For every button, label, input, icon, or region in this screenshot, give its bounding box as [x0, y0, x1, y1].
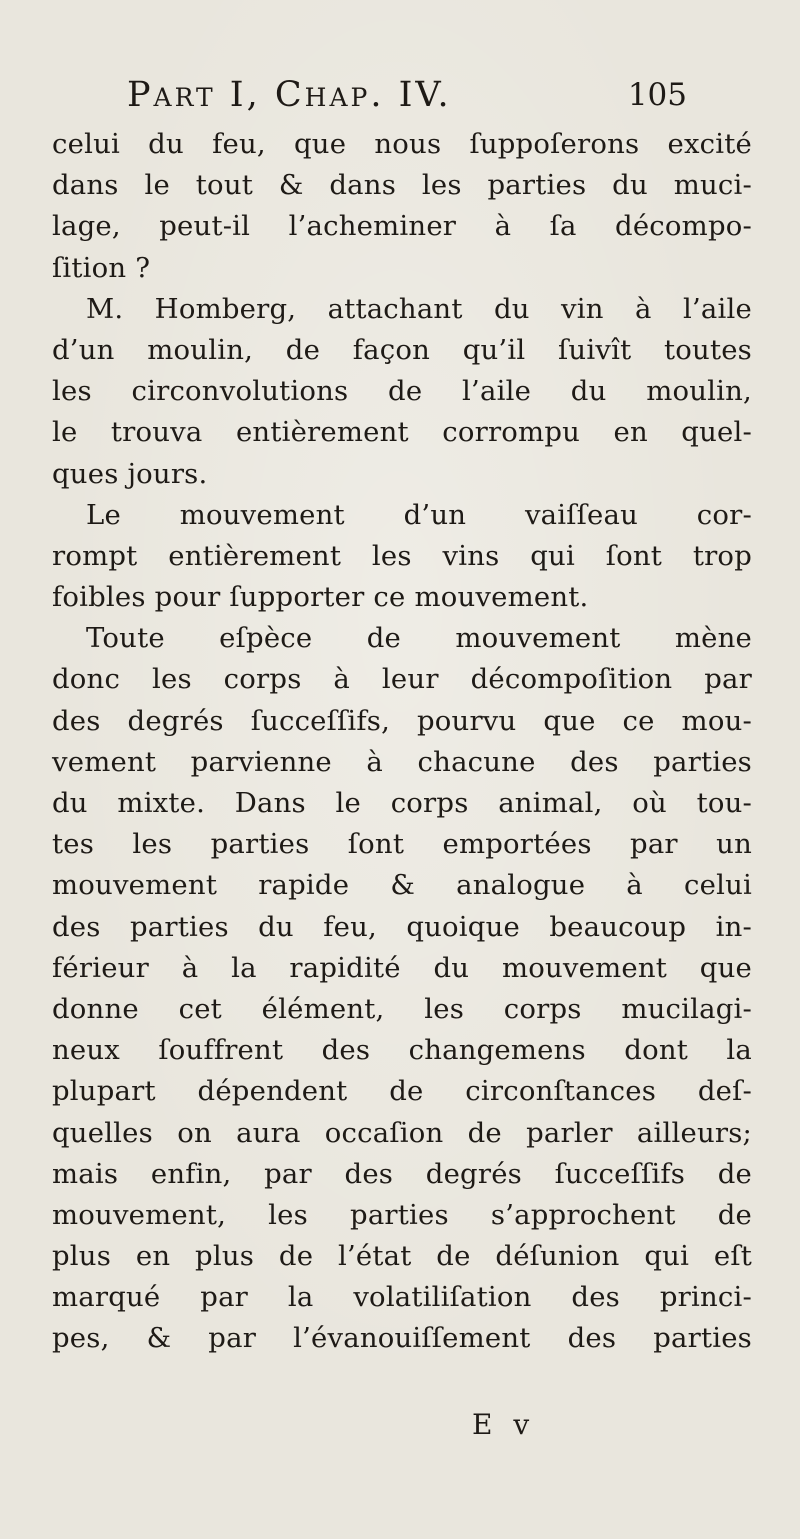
running-title: Part I, Chap. IV.	[127, 75, 452, 115]
text-line: ſition ?	[52, 251, 151, 284]
paragraph-start-line: M. Homberg, attachant du vin à l’aile	[86, 292, 752, 325]
text-line: lage, peut-il l’acheminer à ſa décompo-	[52, 210, 752, 243]
text-line: les circonvolutions de l’aile du moulin,	[52, 375, 752, 408]
text-line: plus en plus de l’état de déſunion qui eſt	[52, 1240, 752, 1273]
paragraph-start-line: Toute eſpèce de mouvement mène	[86, 622, 752, 655]
text-line: dans le tout & dans les parties du muci-	[52, 169, 752, 202]
text-line: donc les corps à leur décompoſition par	[52, 663, 752, 696]
catchword: E v	[472, 1408, 536, 1441]
text-line: férieur à la rapidité du mouvement que	[52, 951, 752, 984]
text-line: mouvement rapide & analogue à celui	[52, 869, 752, 902]
text-line: tes les parties ſont emportées par un	[52, 828, 752, 861]
text-line: plupart dépendent de circonſtances deſ-	[52, 1075, 752, 1108]
text-line: mouvement, les parties s’approchent de	[52, 1198, 752, 1231]
text-line: ques jours.	[52, 457, 208, 490]
text-line: pes, & par l’évanouiſſement des parties	[52, 1322, 752, 1355]
text-line: donne cet élément, les corps mucilagi-	[52, 992, 752, 1025]
text-line: du mixte. Dans le corps animal, où tou-	[52, 787, 752, 819]
text-line: vement parvienne à chacune des parties	[52, 745, 752, 778]
text-line: le trouva entièrement corrompu en quel-	[52, 416, 752, 449]
text-line: rompt entièrement les vins qui ſont trop	[52, 539, 752, 572]
text-line: celui du feu, que nous ſuppoſerons excité	[52, 128, 752, 160]
page-number: 105	[627, 77, 687, 113]
text-line: marqué par la volatiliſation des princi-	[52, 1281, 752, 1314]
text-line: foibles pour ſupporter ce mouvement.	[52, 581, 589, 614]
text-line: quelles on aura occaſion de parler ailleurs;	[52, 1116, 752, 1149]
body-text	[52, 124, 752, 1360]
text-line: mais enfin, par des degrés ſucceſſifs de	[52, 1157, 752, 1190]
paragraph-start-line: Le mouvement d’un vaiſſeau cor-	[86, 498, 752, 531]
text-line: des parties du feu, quoique beaucoup in-	[52, 910, 752, 943]
text-line: neux ſouffrent des changemens dont la	[52, 1034, 752, 1067]
text-line: d’un moulin, de façon qu’il ſuivît toutes	[52, 333, 752, 366]
text-line: des degrés ſucceſſifs, pourvu que ce mou-	[52, 704, 752, 737]
running-head	[127, 70, 687, 120]
